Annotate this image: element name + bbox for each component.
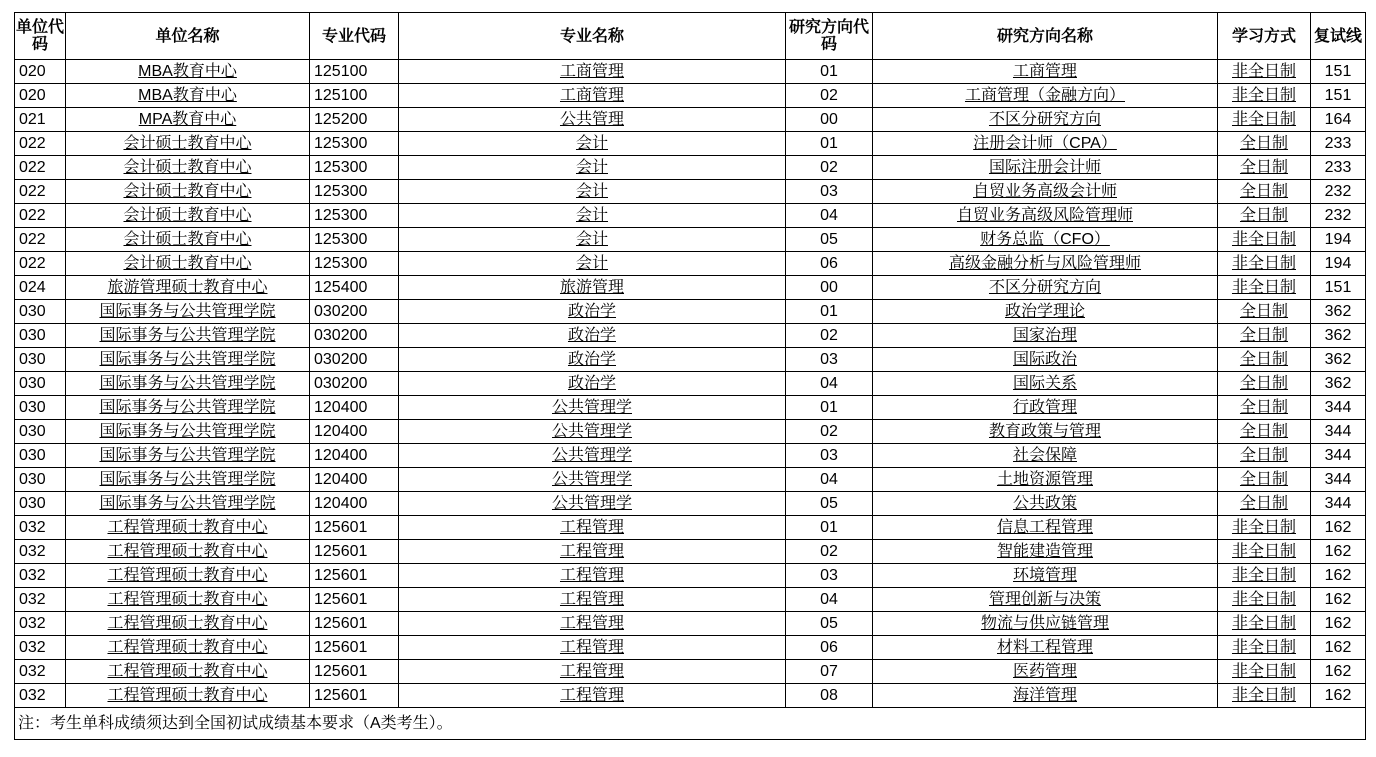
direction-code-cell: 01	[786, 300, 873, 324]
major-name-cell: 政治学	[399, 324, 786, 348]
study-mode-cell: 非全日制	[1218, 228, 1311, 252]
direction-code-cell: 04	[786, 372, 873, 396]
major-code-cell: 125300	[310, 180, 399, 204]
major-name-cell: 政治学	[399, 372, 786, 396]
major-code-cell: 125300	[310, 204, 399, 228]
score-line-cell: 362	[1311, 348, 1366, 372]
direction-name-cell: 自贸业务高级风险管理师	[873, 204, 1218, 228]
score-line-cell: 162	[1311, 564, 1366, 588]
direction-code-cell: 01	[786, 396, 873, 420]
score-line-cell: 151	[1311, 84, 1366, 108]
study-mode-cell: 非全日制	[1218, 108, 1311, 132]
score-line-cell: 344	[1311, 444, 1366, 468]
unit-name-cell: 国际事务与公共管理学院	[66, 420, 310, 444]
table-row	[15, 420, 1366, 444]
unit-code-cell: 021	[15, 108, 66, 132]
major-name-cell: 工程管理	[399, 588, 786, 612]
direction-code-cell: 08	[786, 684, 873, 708]
major-name-cell: 工程管理	[399, 612, 786, 636]
unit-code-cell: 022	[15, 156, 66, 180]
direction-name-cell: 国际注册会计师	[873, 156, 1218, 180]
major-name-cell: 公共管理学	[399, 396, 786, 420]
header-study-mode: 学习方式	[1218, 13, 1311, 60]
major-code-cell: 125601	[310, 588, 399, 612]
direction-code-cell: 00	[786, 276, 873, 300]
table-row	[15, 132, 1366, 156]
major-code-cell: 125601	[310, 660, 399, 684]
unit-code-cell: 030	[15, 492, 66, 516]
header-direction-name: 研究方向名称	[873, 13, 1218, 60]
table-row	[15, 516, 1366, 540]
table-row	[15, 156, 1366, 180]
direction-code-cell: 04	[786, 588, 873, 612]
unit-code-cell: 032	[15, 636, 66, 660]
table-row	[15, 108, 1366, 132]
unit-name-cell: 会计硕士教育中心	[66, 252, 310, 276]
major-code-cell: 125601	[310, 636, 399, 660]
header-major-name: 专业名称	[399, 13, 786, 60]
major-name-cell: 会计	[399, 132, 786, 156]
unit-code-cell: 022	[15, 228, 66, 252]
table-row	[15, 396, 1366, 420]
major-code-cell: 030200	[310, 324, 399, 348]
direction-name-cell: 国际关系	[873, 372, 1218, 396]
unit-name-cell: 工程管理硕士教育中心	[66, 636, 310, 660]
direction-code-cell: 06	[786, 636, 873, 660]
direction-name-cell: 社会保障	[873, 444, 1218, 468]
unit-name-cell: 工程管理硕士教育中心	[66, 612, 310, 636]
unit-name-cell: 会计硕士教育中心	[66, 132, 310, 156]
major-code-cell: 120400	[310, 468, 399, 492]
study-mode-cell: 全日制	[1218, 156, 1311, 180]
direction-code-cell: 02	[786, 420, 873, 444]
unit-name-cell: 旅游管理硕士教育中心	[66, 276, 310, 300]
direction-code-cell: 00	[786, 108, 873, 132]
unit-code-cell: 030	[15, 324, 66, 348]
table-row	[15, 468, 1366, 492]
table-row	[15, 228, 1366, 252]
major-name-cell: 工程管理	[399, 540, 786, 564]
direction-code-cell: 01	[786, 516, 873, 540]
header-unit-code: 单位代码	[15, 13, 66, 60]
direction-code-cell: 02	[786, 324, 873, 348]
major-name-cell: 工程管理	[399, 516, 786, 540]
major-code-cell: 125300	[310, 252, 399, 276]
study-mode-cell: 全日制	[1218, 468, 1311, 492]
major-name-cell: 公共管理学	[399, 444, 786, 468]
major-name-cell: 工程管理	[399, 564, 786, 588]
score-line-cell: 233	[1311, 156, 1366, 180]
study-mode-cell: 非全日制	[1218, 540, 1311, 564]
unit-name-cell: 会计硕士教育中心	[66, 156, 310, 180]
major-code-cell: 120400	[310, 444, 399, 468]
unit-code-cell: 024	[15, 276, 66, 300]
major-name-cell: 工程管理	[399, 684, 786, 708]
study-mode-cell: 全日制	[1218, 420, 1311, 444]
major-code-cell: 125601	[310, 564, 399, 588]
major-name-cell: 公共管理学	[399, 468, 786, 492]
direction-code-cell: 04	[786, 204, 873, 228]
direction-name-cell: 行政管理	[873, 396, 1218, 420]
unit-name-cell: 国际事务与公共管理学院	[66, 300, 310, 324]
direction-code-cell: 05	[786, 492, 873, 516]
study-mode-cell: 非全日制	[1218, 588, 1311, 612]
table-row	[15, 492, 1366, 516]
score-line-cell: 164	[1311, 108, 1366, 132]
major-code-cell: 125300	[310, 156, 399, 180]
score-line-cell: 344	[1311, 396, 1366, 420]
unit-name-cell: 国际事务与公共管理学院	[66, 444, 310, 468]
direction-code-cell: 05	[786, 228, 873, 252]
table-row	[15, 324, 1366, 348]
study-mode-cell: 全日制	[1218, 372, 1311, 396]
direction-code-cell: 02	[786, 156, 873, 180]
direction-name-cell: 公共政策	[873, 492, 1218, 516]
unit-name-cell: MBA教育中心	[66, 60, 310, 84]
table-body	[15, 60, 1366, 708]
unit-name-cell: 工程管理硕士教育中心	[66, 516, 310, 540]
unit-name-cell: 工程管理硕士教育中心	[66, 588, 310, 612]
table-row	[15, 84, 1366, 108]
unit-name-cell: MPA教育中心	[66, 108, 310, 132]
score-line-cell: 151	[1311, 60, 1366, 84]
unit-code-cell: 022	[15, 132, 66, 156]
study-mode-cell: 非全日制	[1218, 564, 1311, 588]
major-code-cell: 030200	[310, 300, 399, 324]
unit-code-cell: 032	[15, 564, 66, 588]
major-code-cell: 125100	[310, 84, 399, 108]
unit-code-cell: 030	[15, 372, 66, 396]
major-name-cell: 会计	[399, 228, 786, 252]
unit-name-cell: 国际事务与公共管理学院	[66, 492, 310, 516]
table-row	[15, 276, 1366, 300]
direction-name-cell: 工商管理（金融方向）	[873, 84, 1218, 108]
unit-code-cell: 030	[15, 396, 66, 420]
major-code-cell: 030200	[310, 348, 399, 372]
direction-code-cell: 01	[786, 60, 873, 84]
direction-name-cell: 医药管理	[873, 660, 1218, 684]
score-line-cell: 344	[1311, 468, 1366, 492]
direction-code-cell: 03	[786, 444, 873, 468]
study-mode-cell: 非全日制	[1218, 684, 1311, 708]
unit-name-cell: 国际事务与公共管理学院	[66, 324, 310, 348]
direction-code-cell: 03	[786, 348, 873, 372]
header-score-line: 复试线	[1311, 13, 1366, 60]
table-row	[15, 300, 1366, 324]
major-code-cell: 125601	[310, 540, 399, 564]
major-name-cell: 工程管理	[399, 636, 786, 660]
unit-code-cell: 032	[15, 516, 66, 540]
score-line-cell: 194	[1311, 252, 1366, 276]
major-name-cell: 政治学	[399, 348, 786, 372]
header-row	[15, 13, 1366, 60]
score-line-cell: 232	[1311, 204, 1366, 228]
study-mode-cell: 非全日制	[1218, 60, 1311, 84]
unit-name-cell: 会计硕士教育中心	[66, 228, 310, 252]
score-table	[14, 12, 1366, 740]
direction-name-cell: 不区分研究方向	[873, 276, 1218, 300]
score-line-cell: 362	[1311, 300, 1366, 324]
major-code-cell: 120400	[310, 396, 399, 420]
unit-name-cell: 国际事务与公共管理学院	[66, 468, 310, 492]
major-name-cell: 旅游管理	[399, 276, 786, 300]
table-row	[15, 180, 1366, 204]
unit-code-cell: 030	[15, 300, 66, 324]
direction-code-cell: 04	[786, 468, 873, 492]
unit-code-cell: 032	[15, 684, 66, 708]
direction-name-cell: 物流与供应链管理	[873, 612, 1218, 636]
study-mode-cell: 非全日制	[1218, 612, 1311, 636]
unit-code-cell: 020	[15, 60, 66, 84]
score-line-cell: 162	[1311, 516, 1366, 540]
major-code-cell: 120400	[310, 420, 399, 444]
direction-name-cell: 环境管理	[873, 564, 1218, 588]
major-code-cell: 120400	[310, 492, 399, 516]
major-name-cell: 工程管理	[399, 660, 786, 684]
direction-code-cell: 02	[786, 84, 873, 108]
study-mode-cell: 全日制	[1218, 132, 1311, 156]
unit-code-cell: 022	[15, 180, 66, 204]
direction-name-cell: 工商管理	[873, 60, 1218, 84]
direction-name-cell: 高级金融分析与风险管理师	[873, 252, 1218, 276]
unit-code-cell: 032	[15, 660, 66, 684]
direction-code-cell: 03	[786, 180, 873, 204]
table-row	[15, 252, 1366, 276]
unit-code-cell: 030	[15, 468, 66, 492]
unit-code-cell: 032	[15, 540, 66, 564]
major-code-cell: 125100	[310, 60, 399, 84]
major-name-cell: 公共管理学	[399, 492, 786, 516]
major-name-cell: 政治学	[399, 300, 786, 324]
study-mode-cell: 全日制	[1218, 492, 1311, 516]
direction-name-cell: 国家治理	[873, 324, 1218, 348]
direction-name-cell: 土地资源管理	[873, 468, 1218, 492]
direction-code-cell: 07	[786, 660, 873, 684]
direction-name-cell: 智能建造管理	[873, 540, 1218, 564]
direction-name-cell: 信息工程管理	[873, 516, 1218, 540]
study-mode-cell: 非全日制	[1218, 636, 1311, 660]
unit-name-cell: 工程管理硕士教育中心	[66, 684, 310, 708]
study-mode-cell: 全日制	[1218, 204, 1311, 228]
unit-code-cell: 022	[15, 204, 66, 228]
direction-name-cell: 材料工程管理	[873, 636, 1218, 660]
score-line-cell: 194	[1311, 228, 1366, 252]
direction-name-cell: 教育政策与管理	[873, 420, 1218, 444]
major-code-cell: 125601	[310, 516, 399, 540]
direction-name-cell: 国际政治	[873, 348, 1218, 372]
table-row	[15, 204, 1366, 228]
direction-code-cell: 01	[786, 132, 873, 156]
study-mode-cell: 非全日制	[1218, 516, 1311, 540]
unit-code-cell: 032	[15, 588, 66, 612]
major-name-cell: 会计	[399, 252, 786, 276]
unit-name-cell: MBA教育中心	[66, 84, 310, 108]
score-line-cell: 162	[1311, 660, 1366, 684]
score-line-cell: 162	[1311, 588, 1366, 612]
unit-code-cell: 030	[15, 420, 66, 444]
unit-code-cell: 030	[15, 444, 66, 468]
major-name-cell: 工商管理	[399, 60, 786, 84]
major-name-cell: 会计	[399, 180, 786, 204]
direction-name-cell: 海洋管理	[873, 684, 1218, 708]
direction-name-cell: 不区分研究方向	[873, 108, 1218, 132]
score-line-cell: 232	[1311, 180, 1366, 204]
table-row	[15, 684, 1366, 708]
study-mode-cell: 非全日制	[1218, 84, 1311, 108]
unit-name-cell: 国际事务与公共管理学院	[66, 372, 310, 396]
score-line-cell: 162	[1311, 636, 1366, 660]
unit-code-cell: 032	[15, 612, 66, 636]
study-mode-cell: 全日制	[1218, 300, 1311, 324]
header-major-code: 专业代码	[310, 13, 399, 60]
unit-name-cell: 会计硕士教育中心	[66, 204, 310, 228]
table-row	[15, 540, 1366, 564]
study-mode-cell: 全日制	[1218, 396, 1311, 420]
table-row	[15, 660, 1366, 684]
direction-name-cell: 管理创新与决策	[873, 588, 1218, 612]
table-row	[15, 612, 1366, 636]
table-row	[15, 444, 1366, 468]
unit-name-cell: 工程管理硕士教育中心	[66, 660, 310, 684]
study-mode-cell: 全日制	[1218, 444, 1311, 468]
table-row	[15, 372, 1366, 396]
unit-code-cell: 020	[15, 84, 66, 108]
unit-code-cell: 022	[15, 252, 66, 276]
direction-name-cell: 财务总监（CFO）	[873, 228, 1218, 252]
score-line-cell: 362	[1311, 324, 1366, 348]
score-line-cell: 162	[1311, 684, 1366, 708]
unit-name-cell: 国际事务与公共管理学院	[66, 348, 310, 372]
direction-code-cell: 05	[786, 612, 873, 636]
score-line-cell: 344	[1311, 420, 1366, 444]
unit-name-cell: 工程管理硕士教育中心	[66, 540, 310, 564]
study-mode-cell: 全日制	[1218, 180, 1311, 204]
table-row	[15, 588, 1366, 612]
direction-code-cell: 06	[786, 252, 873, 276]
note-row	[15, 708, 1366, 740]
table-row	[15, 60, 1366, 84]
unit-name-cell: 工程管理硕士教育中心	[66, 564, 310, 588]
major-name-cell: 工商管理	[399, 84, 786, 108]
header-unit-name: 单位名称	[66, 13, 310, 60]
major-name-cell: 会计	[399, 156, 786, 180]
table-row	[15, 348, 1366, 372]
major-code-cell: 125601	[310, 612, 399, 636]
study-mode-cell: 非全日制	[1218, 276, 1311, 300]
major-code-cell: 030200	[310, 372, 399, 396]
table-row	[15, 564, 1366, 588]
major-code-cell: 125601	[310, 684, 399, 708]
table-note: 注：考生单科成绩须达到全国初试成绩基本要求（A类考生）。	[15, 708, 1366, 740]
major-code-cell: 125300	[310, 132, 399, 156]
major-code-cell: 125400	[310, 276, 399, 300]
study-mode-cell: 非全日制	[1218, 252, 1311, 276]
score-line-cell: 162	[1311, 540, 1366, 564]
major-name-cell: 公共管理	[399, 108, 786, 132]
unit-name-cell: 国际事务与公共管理学院	[66, 396, 310, 420]
direction-code-cell: 03	[786, 564, 873, 588]
score-line-cell: 362	[1311, 372, 1366, 396]
unit-name-cell: 会计硕士教育中心	[66, 180, 310, 204]
major-code-cell: 125300	[310, 228, 399, 252]
major-code-cell: 125200	[310, 108, 399, 132]
score-line-cell: 233	[1311, 132, 1366, 156]
direction-name-cell: 自贸业务高级会计师	[873, 180, 1218, 204]
major-name-cell: 会计	[399, 204, 786, 228]
score-line-cell: 162	[1311, 612, 1366, 636]
direction-name-cell: 注册会计师（CPA）	[873, 132, 1218, 156]
score-line-cell: 151	[1311, 276, 1366, 300]
study-mode-cell: 非全日制	[1218, 660, 1311, 684]
direction-name-cell: 政治学理论	[873, 300, 1218, 324]
header-direction-code: 研究方向代码	[786, 13, 873, 60]
score-line-cell: 344	[1311, 492, 1366, 516]
study-mode-cell: 全日制	[1218, 324, 1311, 348]
unit-code-cell: 030	[15, 348, 66, 372]
table-row	[15, 636, 1366, 660]
direction-code-cell: 02	[786, 540, 873, 564]
study-mode-cell: 全日制	[1218, 348, 1311, 372]
major-name-cell: 公共管理学	[399, 420, 786, 444]
